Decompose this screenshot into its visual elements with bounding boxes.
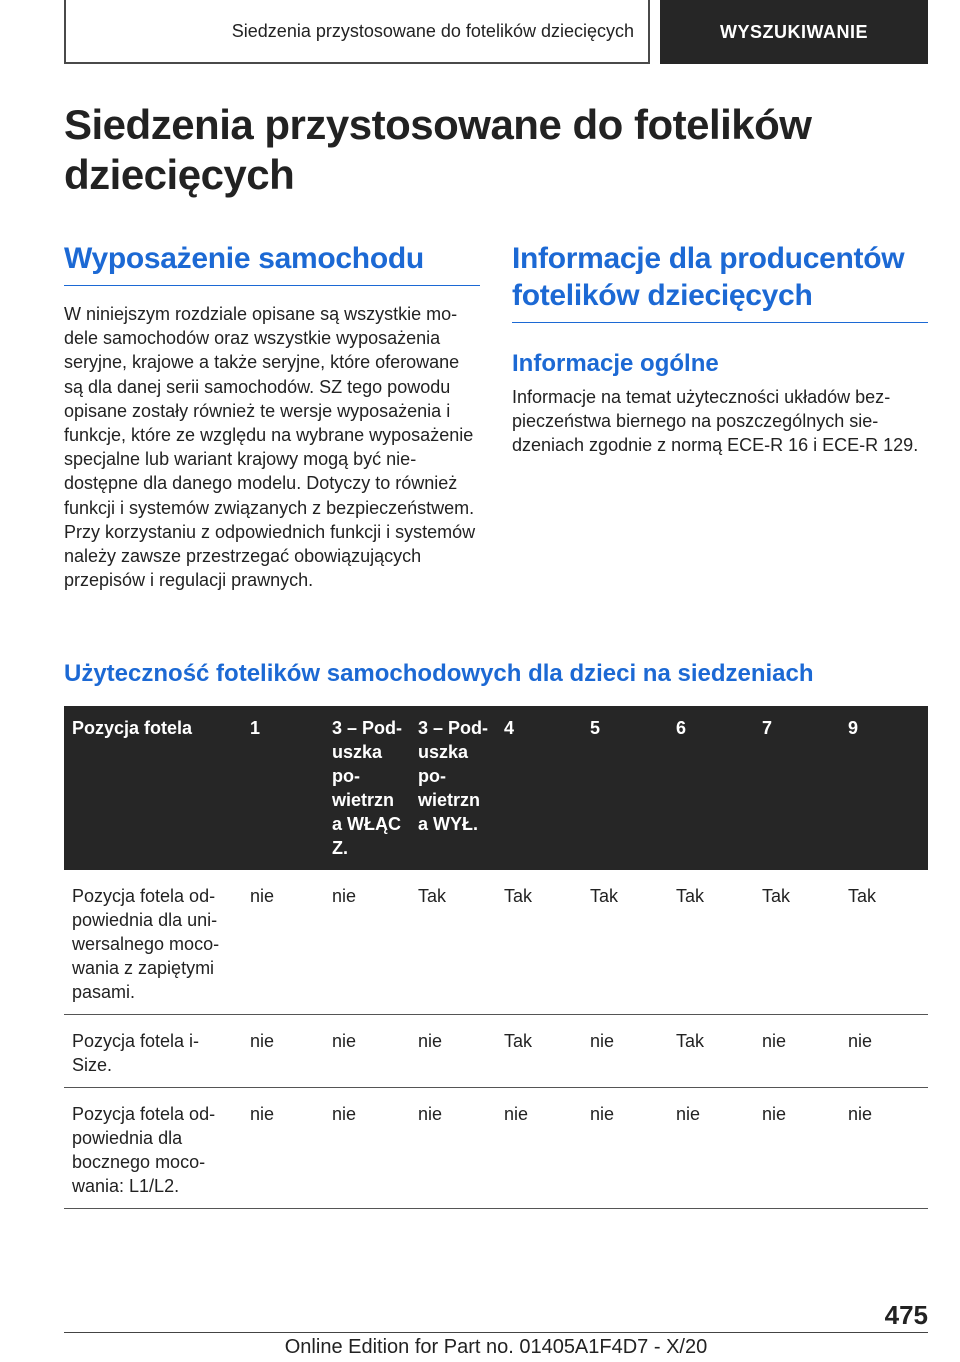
page-number: 475 xyxy=(884,1300,928,1330)
header-cell: 3 – Poduszka powietrzn a WYŁ. xyxy=(410,706,496,870)
table-cell: nie xyxy=(582,1088,668,1209)
table-cell: nie xyxy=(668,1088,754,1209)
table-cell: Tak xyxy=(668,1015,754,1088)
table-cell: Tak xyxy=(840,870,928,1015)
table-cell: nie xyxy=(410,1088,496,1209)
header-cell: 6 xyxy=(668,706,754,870)
table-row xyxy=(64,1015,928,1088)
seat-suitability-table xyxy=(64,706,928,1209)
search-button[interactable]: WYSZUKIWANIE xyxy=(660,0,928,64)
header-cell: 9 xyxy=(840,706,928,870)
header-section-title xyxy=(64,0,650,64)
equipment-body: W niniejszym rozdziale opisane są wszystkie modele samochodów oraz wszystkie wyposażenia seryjne, krajowe a także seryjne, które oferowane są dla danej serii samochodów. SZ tego powodu opisane zostały również te wersje wyposażenia i funkcje, które ze względu na wybrane wyposażenie specjalne lub wariant krajowy mogą być niedostępne dla danego modelu. Dotyczy to również funkcji i systemów związanych z bezpieczeństwem. Przy korzystaniu z odpowiednich funkcji i systemów należy zawsze przestrzegać obowiązujących przepisów i regulacji prawnych. xyxy=(64,304,476,591)
general-info-body: Informacje na temat użyteczności układów bezpieczeństwa biernego na poszczególnych siedzeniach zgodnie z normą ECE-R 16 i ECE-R 129. xyxy=(512,387,919,456)
table-cell: Pozycja fotela odpowiednia dla uniwersalnego mocowania z zapiętymi pasami. xyxy=(64,870,242,1015)
equipment-heading: Wyposażenie samochodu xyxy=(64,240,480,286)
table-cell: nie xyxy=(242,870,324,1015)
header-cell: 3 – Poduszka powietrzn a WŁĄC Z. xyxy=(324,706,410,870)
table-header-row xyxy=(64,706,928,870)
table-cell: nie xyxy=(324,1088,410,1209)
table-cell: Tak xyxy=(668,870,754,1015)
table-cell: Pozycja fotela odpowiednia dla bocznego mocowania: L1/L2. xyxy=(64,1088,242,1209)
table-cell: Tak xyxy=(496,870,582,1015)
header-cell: 4 xyxy=(496,706,582,870)
table-cell: nie xyxy=(324,870,410,1015)
header-cell: 5 xyxy=(582,706,668,870)
header-section-title-text: Siedzenia przystosowane do fotelików dziecięcych xyxy=(231,20,634,41)
table-cell: nie xyxy=(242,1015,324,1088)
header-cell: Pozycja fotela xyxy=(64,706,242,870)
footer-divider xyxy=(64,1332,928,1333)
table-cell: nie xyxy=(754,1088,840,1209)
table-cell: nie xyxy=(840,1015,928,1088)
general-info-subheading: Informacje ogólne xyxy=(512,350,719,377)
table-cell: nie xyxy=(410,1015,496,1088)
table-cell: Tak xyxy=(410,870,496,1015)
table-cell: nie xyxy=(754,1015,840,1088)
table-row xyxy=(64,870,928,1015)
header-cell: 7 xyxy=(754,706,840,870)
left-column xyxy=(64,240,480,592)
table-cell: Tak xyxy=(496,1015,582,1088)
table-cell: nie xyxy=(496,1088,582,1209)
table-cell: Tak xyxy=(582,870,668,1015)
table-cell: Tak xyxy=(754,870,840,1015)
table-cell: nie xyxy=(582,1015,668,1088)
table-row xyxy=(64,1088,928,1209)
table-cell: nie xyxy=(324,1015,410,1088)
header-cell: 1 xyxy=(242,706,324,870)
manufacturers-heading: Informacje dla producentów fotelików dziecięcych xyxy=(512,240,928,323)
table-cell: nie xyxy=(242,1088,324,1209)
right-column xyxy=(512,240,928,458)
table-cell: nie xyxy=(840,1088,928,1209)
page-title: Siedzenia przystosowane do fotelików dziecięcych xyxy=(64,101,812,198)
table-cell: Pozycja fotela i-Size. xyxy=(64,1015,242,1088)
table-title: Użyteczność fotelików samochodowych dla dzieci na siedzeniach xyxy=(64,660,814,687)
footer-edition: Online Edition for Part no. 01405A1F4D7 - X/20 xyxy=(284,1336,708,1358)
watermark-logo xyxy=(680,1336,960,1362)
